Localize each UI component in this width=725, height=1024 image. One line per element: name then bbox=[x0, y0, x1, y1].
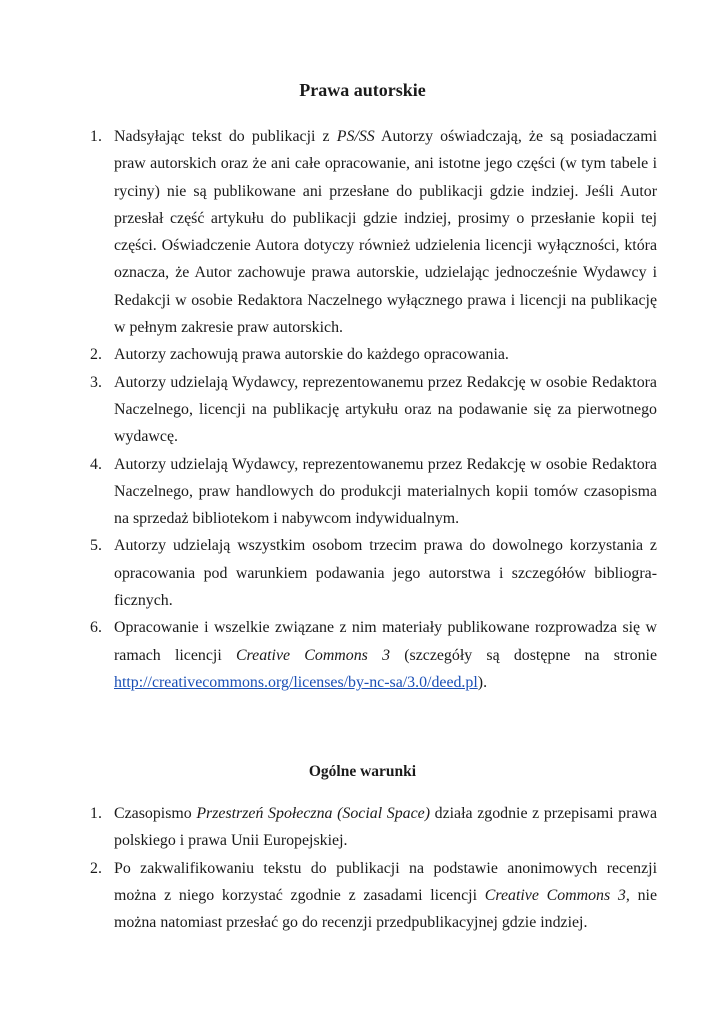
list-item bbox=[90, 123, 657, 341]
item-number: 2. bbox=[90, 859, 102, 877]
item-text: ). bbox=[477, 673, 488, 691]
license-name: Creative Commons 3 bbox=[484, 886, 626, 904]
list-item bbox=[90, 369, 657, 451]
item-number: 1. bbox=[90, 805, 102, 822]
list-item bbox=[90, 855, 657, 937]
item-text: Autorzy oświadczają, że są posiadaczami praw autorskich oraz że ani całe opracowanie, ani istotne jego części (w tym tabele i ryciny) nie są publikowane ani przesłane do publikacji gdzie indziej. Jeśli Autor przesłał część artykułu do publikacji gdzie indziej, prosimy o przesłanie kopii tej części. Oświadczenie Autora dotyczy również udzielenia licencji wyłączności, która oznacza, że Autor zachowuje prawa autorskie, udzielając jednocześnie Wydawcy i Redakcji w osobie Redaktora Naczelnego wyłącznego prawa i licencji na publikację w pełnym zakresie praw autorskich. bbox=[114, 128, 657, 337]
item-text: Autorzy zachowują prawa autorskie do każdego opracowania. bbox=[114, 346, 509, 364]
item-text: Autorzy udzielają Wydawcy, reprezentowanemu przez Redakcję w osobie Redaktora Naczelnego, praw handlowych do produkcji materialnych kopii tomów czasopisma na sprzedaż bibliotekom i nabywcom indywidualnym. bbox=[114, 455, 657, 528]
item-text: Nadsyłając tekst do publikacji z bbox=[114, 128, 337, 145]
item-number: 3. bbox=[90, 373, 102, 391]
list-item bbox=[90, 451, 657, 533]
item-number: 2. bbox=[90, 346, 102, 364]
item-number: 4. bbox=[90, 455, 102, 473]
item-text: Opracowanie i wszelkie związane z nim materiały publikowane rozprowadza się w ramach licencji bbox=[114, 619, 657, 664]
item-text: , nie można natomiast przesłać go do recenzji przedpublikacyjnej gdzie indziej. bbox=[114, 886, 657, 932]
journal-name: Przestrzeń Społeczna (Social Space) bbox=[196, 805, 430, 822]
item-text: Autorzy udzielają wszystkim osobom trzecim prawa do dowolnego korzystania z opracowania pod warunkiem podawania jego autorstwa i szczegółów bibliograficznych. bbox=[114, 537, 657, 610]
item-number: 6. bbox=[90, 619, 102, 637]
item-text: Autorzy udzielają Wydawcy, reprezentowanemu przez Redakcję w osobie Redaktora Naczelnego, licencji na publikację artykułu oraz na podawanie się za pierwotnego wydawcę. bbox=[114, 373, 657, 446]
license-name: Creative Commons 3 bbox=[235, 646, 391, 664]
item-number: 5. bbox=[90, 537, 102, 555]
section-subtitle: Ogólne warunki bbox=[308, 763, 417, 780]
general-terms-list bbox=[90, 800, 657, 936]
list-item bbox=[90, 532, 657, 614]
item-text: (szczegóły są dostępne na stronie bbox=[390, 646, 658, 664]
item-text: Czasopismo bbox=[114, 805, 197, 822]
journal-abbreviation: PS/SS bbox=[336, 128, 375, 145]
list-item bbox=[90, 341, 657, 368]
license-link[interactable]: http://creativecommons.org/licenses/by-nc-sa/3.0/deed.pl bbox=[114, 673, 478, 691]
copyright-list bbox=[90, 123, 657, 696]
item-text: Po zakwalifikowaniu tekstu do publikacji na podstawie anonimowych recenzji można z niego korzystać zgodnie z zasadami licencji bbox=[114, 859, 657, 904]
list-item bbox=[90, 614, 657, 696]
page-title: Prawa autorskie bbox=[299, 80, 426, 100]
item-text: działa zgodnie z przepisami prawa polskiego i prawa Unii Europejskiej. bbox=[114, 805, 657, 850]
list-item bbox=[90, 800, 657, 855]
item-number: 1. bbox=[90, 128, 102, 145]
